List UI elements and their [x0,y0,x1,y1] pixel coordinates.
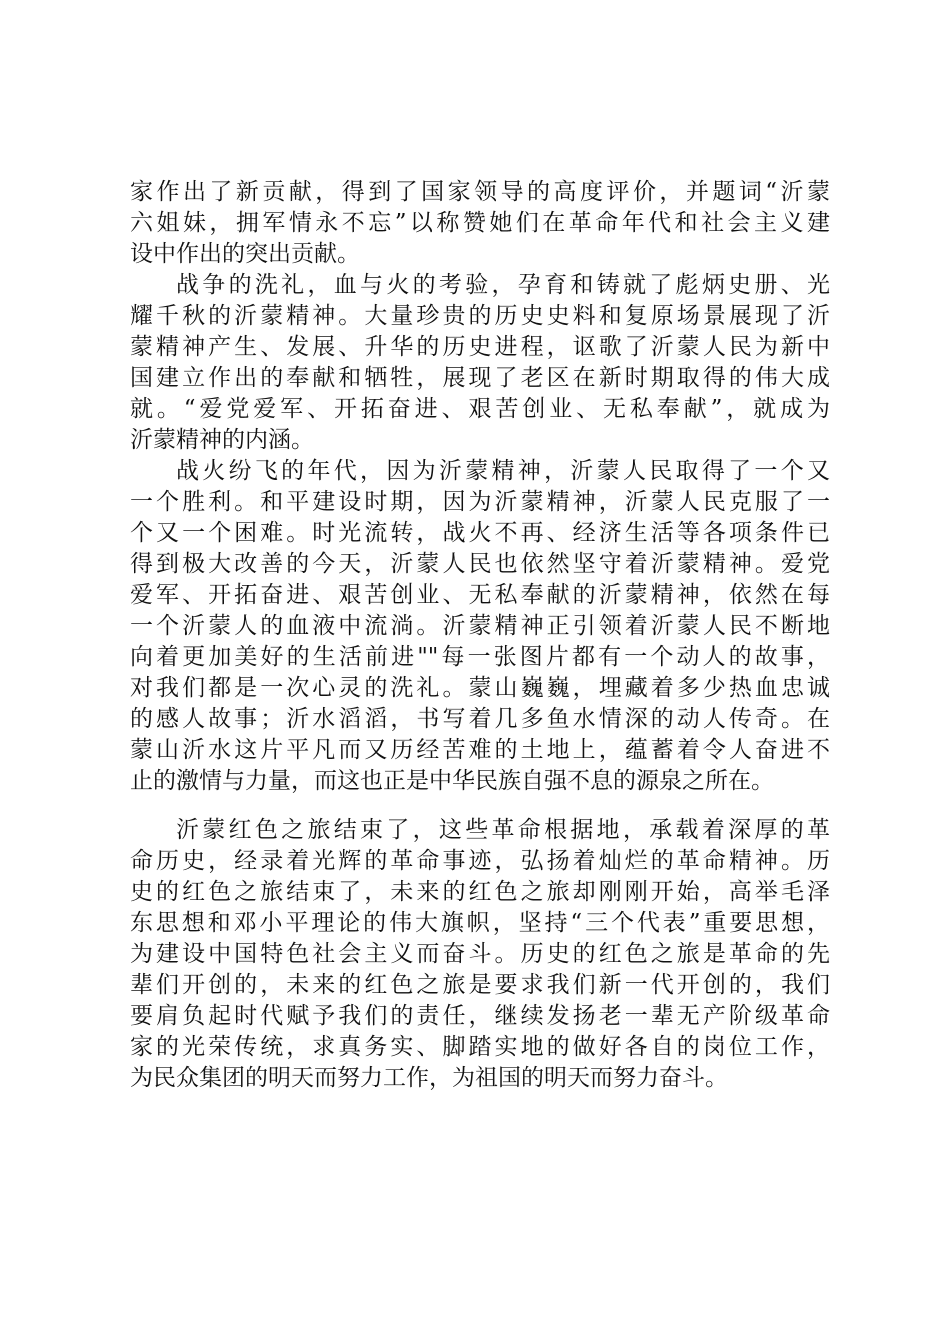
text-line: 耀千秋的沂蒙精神。大量珍贵的历史史料和复原场景展现了沂 [130,303,830,329]
text-line: 止的激情与力量，而这也正是中华民族自强不息的源泉之所在。 [130,768,774,794]
paragraph-1 [130,177,830,270]
text-line: 就。“爱党爱军、开拓奋进、艰苦创业、无私奉献”，就成为 [130,396,830,422]
text-line: 蒙精神产生、发展、升华的历史进程，讴歌了沂蒙人民为新中 [130,334,830,360]
text-line: 设中作出的突出贡献。 [130,241,360,267]
text-line: 战火纷飞的年代，因为沂蒙精神，沂蒙人民取得了一个又 [176,458,830,484]
text-line: 向着更加美好的生活前进""每一张图片都有一个动人的故事， [130,644,830,670]
text-line: 蒙山沂水这片平凡而又历经苦难的土地上，蕴蓄着令人奋进不 [130,737,830,763]
text-line: 家作出了新贡献，得到了国家领导的高度评价，并题词“沂蒙 [130,179,830,205]
text-section-1 [130,177,830,797]
text-line: 六姐妹，拥军情永不忘”以称赞她们在革命年代和社会主义建 [130,210,830,236]
text-line: 沂蒙红色之旅结束了，这些革命根据地，承载着深厚的革 [176,817,830,843]
text-line: 为建设中国特色社会主义而奋斗。历史的红色之旅是革命的先 [130,941,830,967]
paragraph-4 [130,815,830,1094]
text-line: 史的红色之旅结束了，未来的红色之旅却刚刚开始，高举毛泽 [130,879,830,905]
text-section-2 [130,815,830,1094]
text-line: 一个胜利。和平建设时期，因为沂蒙精神，沂蒙人民克服了一 [130,489,830,515]
text-line: 为民众集团的明天而努力工作，为祖国的明天而努力奋斗。 [130,1065,728,1091]
text-line: 沂蒙精神的内涵。 [130,427,314,453]
text-line: 对我们都是一次心灵的洗礼。蒙山巍巍，埋藏着多少热血忠诚 [130,675,830,701]
text-line: 战争的洗礼，血与火的考验，孕育和铸就了彪炳史册、光 [176,272,830,298]
text-line: 得到极大改善的今天，沂蒙人民也依然坚守着沂蒙精神。爱党 [130,551,830,577]
text-line: 一个沂蒙人的血液中流淌。沂蒙精神正引领着沂蒙人民不断地 [130,613,830,639]
text-line: 辈们开创的，未来的红色之旅是要求我们新一代开创的，我们 [130,972,830,998]
text-line: 家的光荣传统，求真务实、脚踏实地的做好各自的岗位工作， [130,1034,830,1060]
paragraph-3 [130,456,830,797]
text-line: 要肩负起时代赋予我们的责任，继续发扬老一辈无产阶级革命 [130,1003,830,1029]
paragraph-2 [130,270,830,456]
text-line: 命历史，经录着光辉的革命事迹，弘扬着灿烂的革命精神。历 [130,848,830,874]
text-line: 个又一个困难。时光流转，战火不再、经济生活等各项条件已 [130,520,830,546]
text-line: 的感人故事；沂水滔滔，书写着几多鱼水情深的动人传奇。在 [130,706,830,732]
text-line: 国建立作出的奉献和牺牲，展现了老区在新时期取得的伟大成 [130,365,830,391]
text-line: 爱军、开拓奋进、艰苦创业、无私奉献的沂蒙精神，依然在每 [130,582,830,608]
text-line: 东思想和邓小平理论的伟大旗帜，坚持“三个代表”重要思想， [130,910,830,936]
